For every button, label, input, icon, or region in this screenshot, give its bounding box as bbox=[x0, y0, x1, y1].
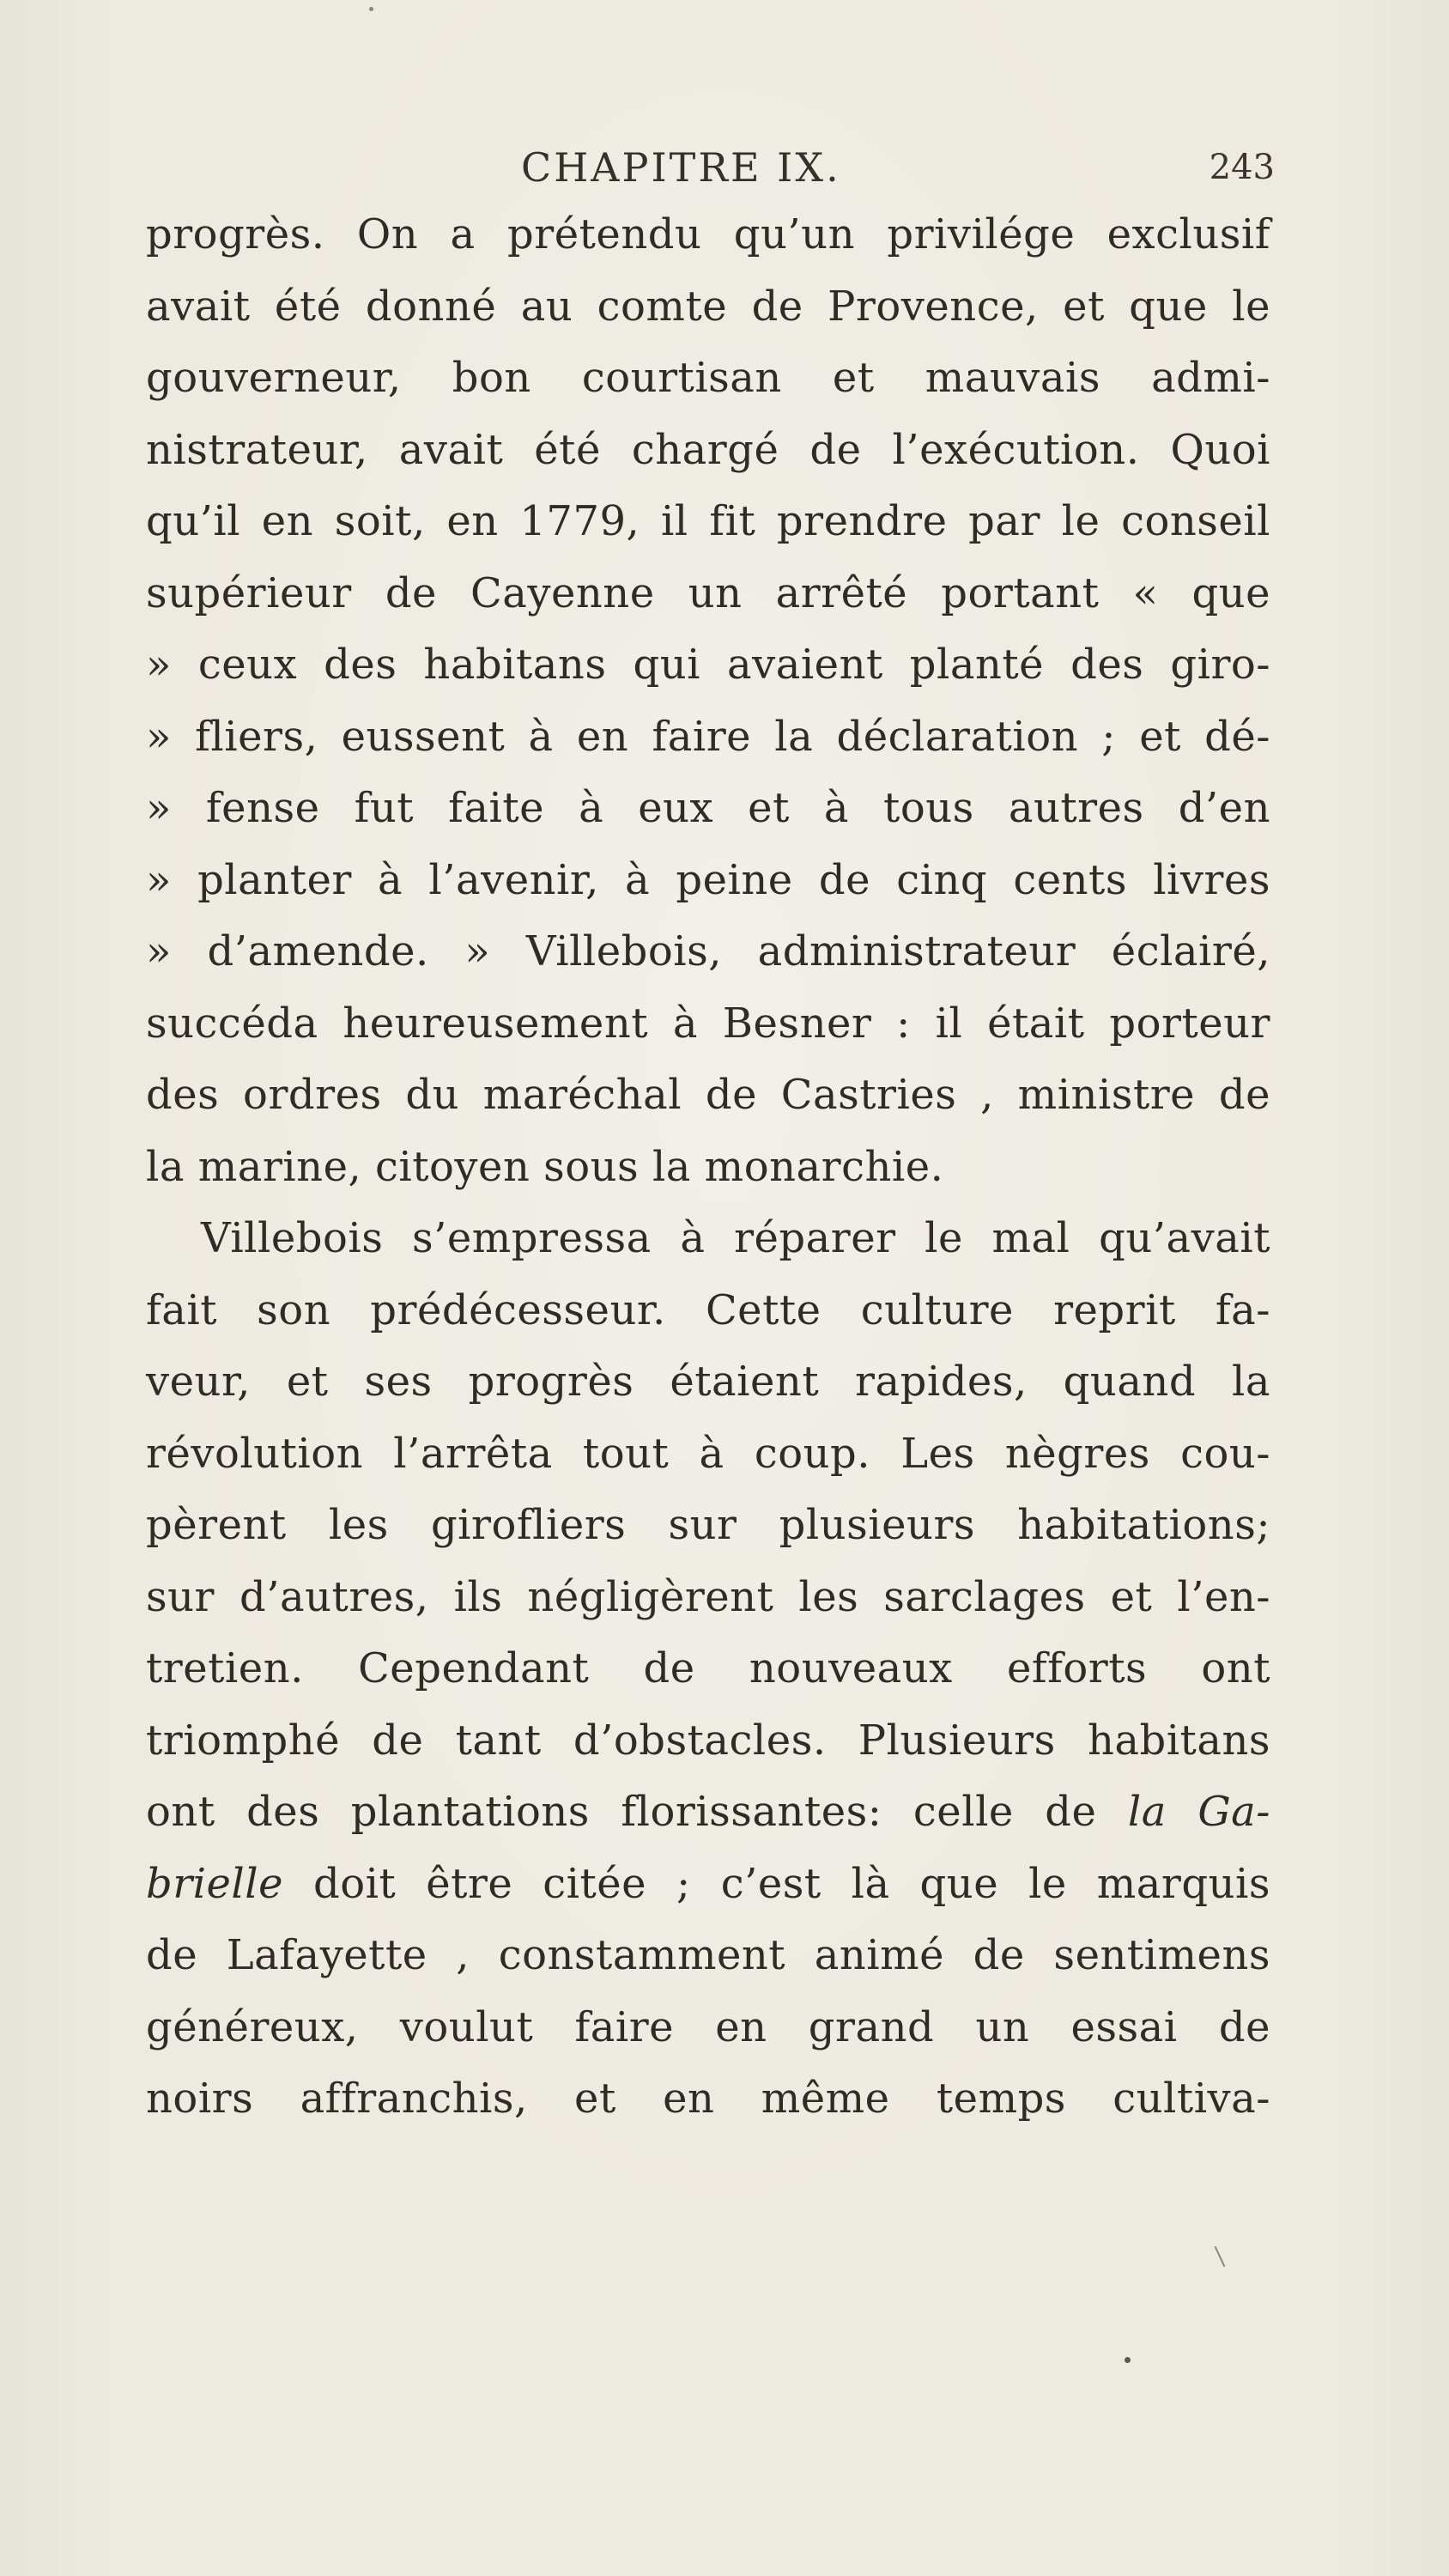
text-line: noirs affranchis, et en même temps cultiva- bbox=[146, 2075, 1270, 2123]
text-line: fait son prédécesseur. Cette culture reprit fa- bbox=[146, 1285, 1270, 1334]
body-text bbox=[146, 199, 1270, 2136]
page-header bbox=[146, 137, 1279, 197]
text-line: des ordres du maréchal de Castries , ministre de bbox=[146, 1071, 1270, 1119]
text-line: de Lafayette , constamment animé de sentimens bbox=[146, 1931, 1270, 1979]
paragraph-start-line: Villebois s’empressa à réparer le mal qu’avait bbox=[201, 1214, 1270, 1262]
text-line: progrès. On a prétendu qu’un privilége exclusif bbox=[146, 210, 1270, 258]
text-line: avait été donné au comte de Provence, et que le bbox=[146, 282, 1270, 331]
text-line: tretien. Cependant de nouveaux efforts ont bbox=[146, 1644, 1270, 1692]
ink-speck bbox=[1125, 2357, 1131, 2363]
text-line: pèrent les girofliers sur plusieurs habitations; bbox=[146, 1501, 1270, 1549]
ink-speck bbox=[369, 7, 373, 11]
paper-mark bbox=[1215, 2246, 1226, 2267]
page-number: 243 bbox=[1209, 148, 1275, 187]
italic-estate-name: la Ga- bbox=[1127, 1788, 1270, 1836]
text-line: triomphé de tant d’obstacles. Plusieurs habitans bbox=[146, 1716, 1270, 1765]
text-line bbox=[146, 1777, 1270, 1849]
text-line: » planter à l’avenir, à peine de cinq cents livres bbox=[146, 855, 1270, 904]
text-line: gouverneur, bon courtisan et mauvais admi- bbox=[146, 354, 1270, 402]
running-title: CHAPITRE IX. bbox=[521, 144, 841, 191]
text-line: généreux, voulut faire en grand un essai de bbox=[146, 2002, 1270, 2051]
text-line: sur d’autres, ils négligèrent les sarclages et l’en- bbox=[146, 1572, 1270, 1621]
text-segment: doit être citée ; c’est là que le marquis bbox=[313, 1859, 1270, 1908]
text-line: qu’il en soit, en 1779, il fit prendre par le conseil bbox=[146, 497, 1270, 545]
text-line: succéda heureusement à Besner : il était porteur bbox=[146, 999, 1270, 1048]
text-line: révolution l’arrêta tout à coup. Les nègres cou- bbox=[146, 1429, 1270, 1478]
text-line: » fense fut faite à eux et à tous autres d’en bbox=[146, 784, 1270, 832]
text-line: veur, et ses progrès étaient rapides, quand la bbox=[146, 1358, 1270, 1406]
text-line: supérieur de Cayenne un arrêté portant « que bbox=[146, 568, 1270, 617]
text-line: nistrateur, avait été chargé de l’exécution. Quoi bbox=[146, 425, 1270, 474]
text-line: » d’amende. » Villebois, administrateur éclairé, bbox=[146, 927, 1270, 975]
paragraph-end-line: la marine, citoyen sous la monarchie. bbox=[146, 1142, 944, 1191]
text-line: » fliers, eussent à en faire la déclaration ; et dé- bbox=[146, 712, 1270, 761]
italic-estate-name: brielle bbox=[146, 1859, 284, 1908]
text-line bbox=[146, 1849, 1270, 1921]
text-line: » ceux des habitans qui avaient planté des giro- bbox=[146, 641, 1270, 689]
text-segment: ont des plantations florissantes: celle de bbox=[146, 1788, 1097, 1836]
